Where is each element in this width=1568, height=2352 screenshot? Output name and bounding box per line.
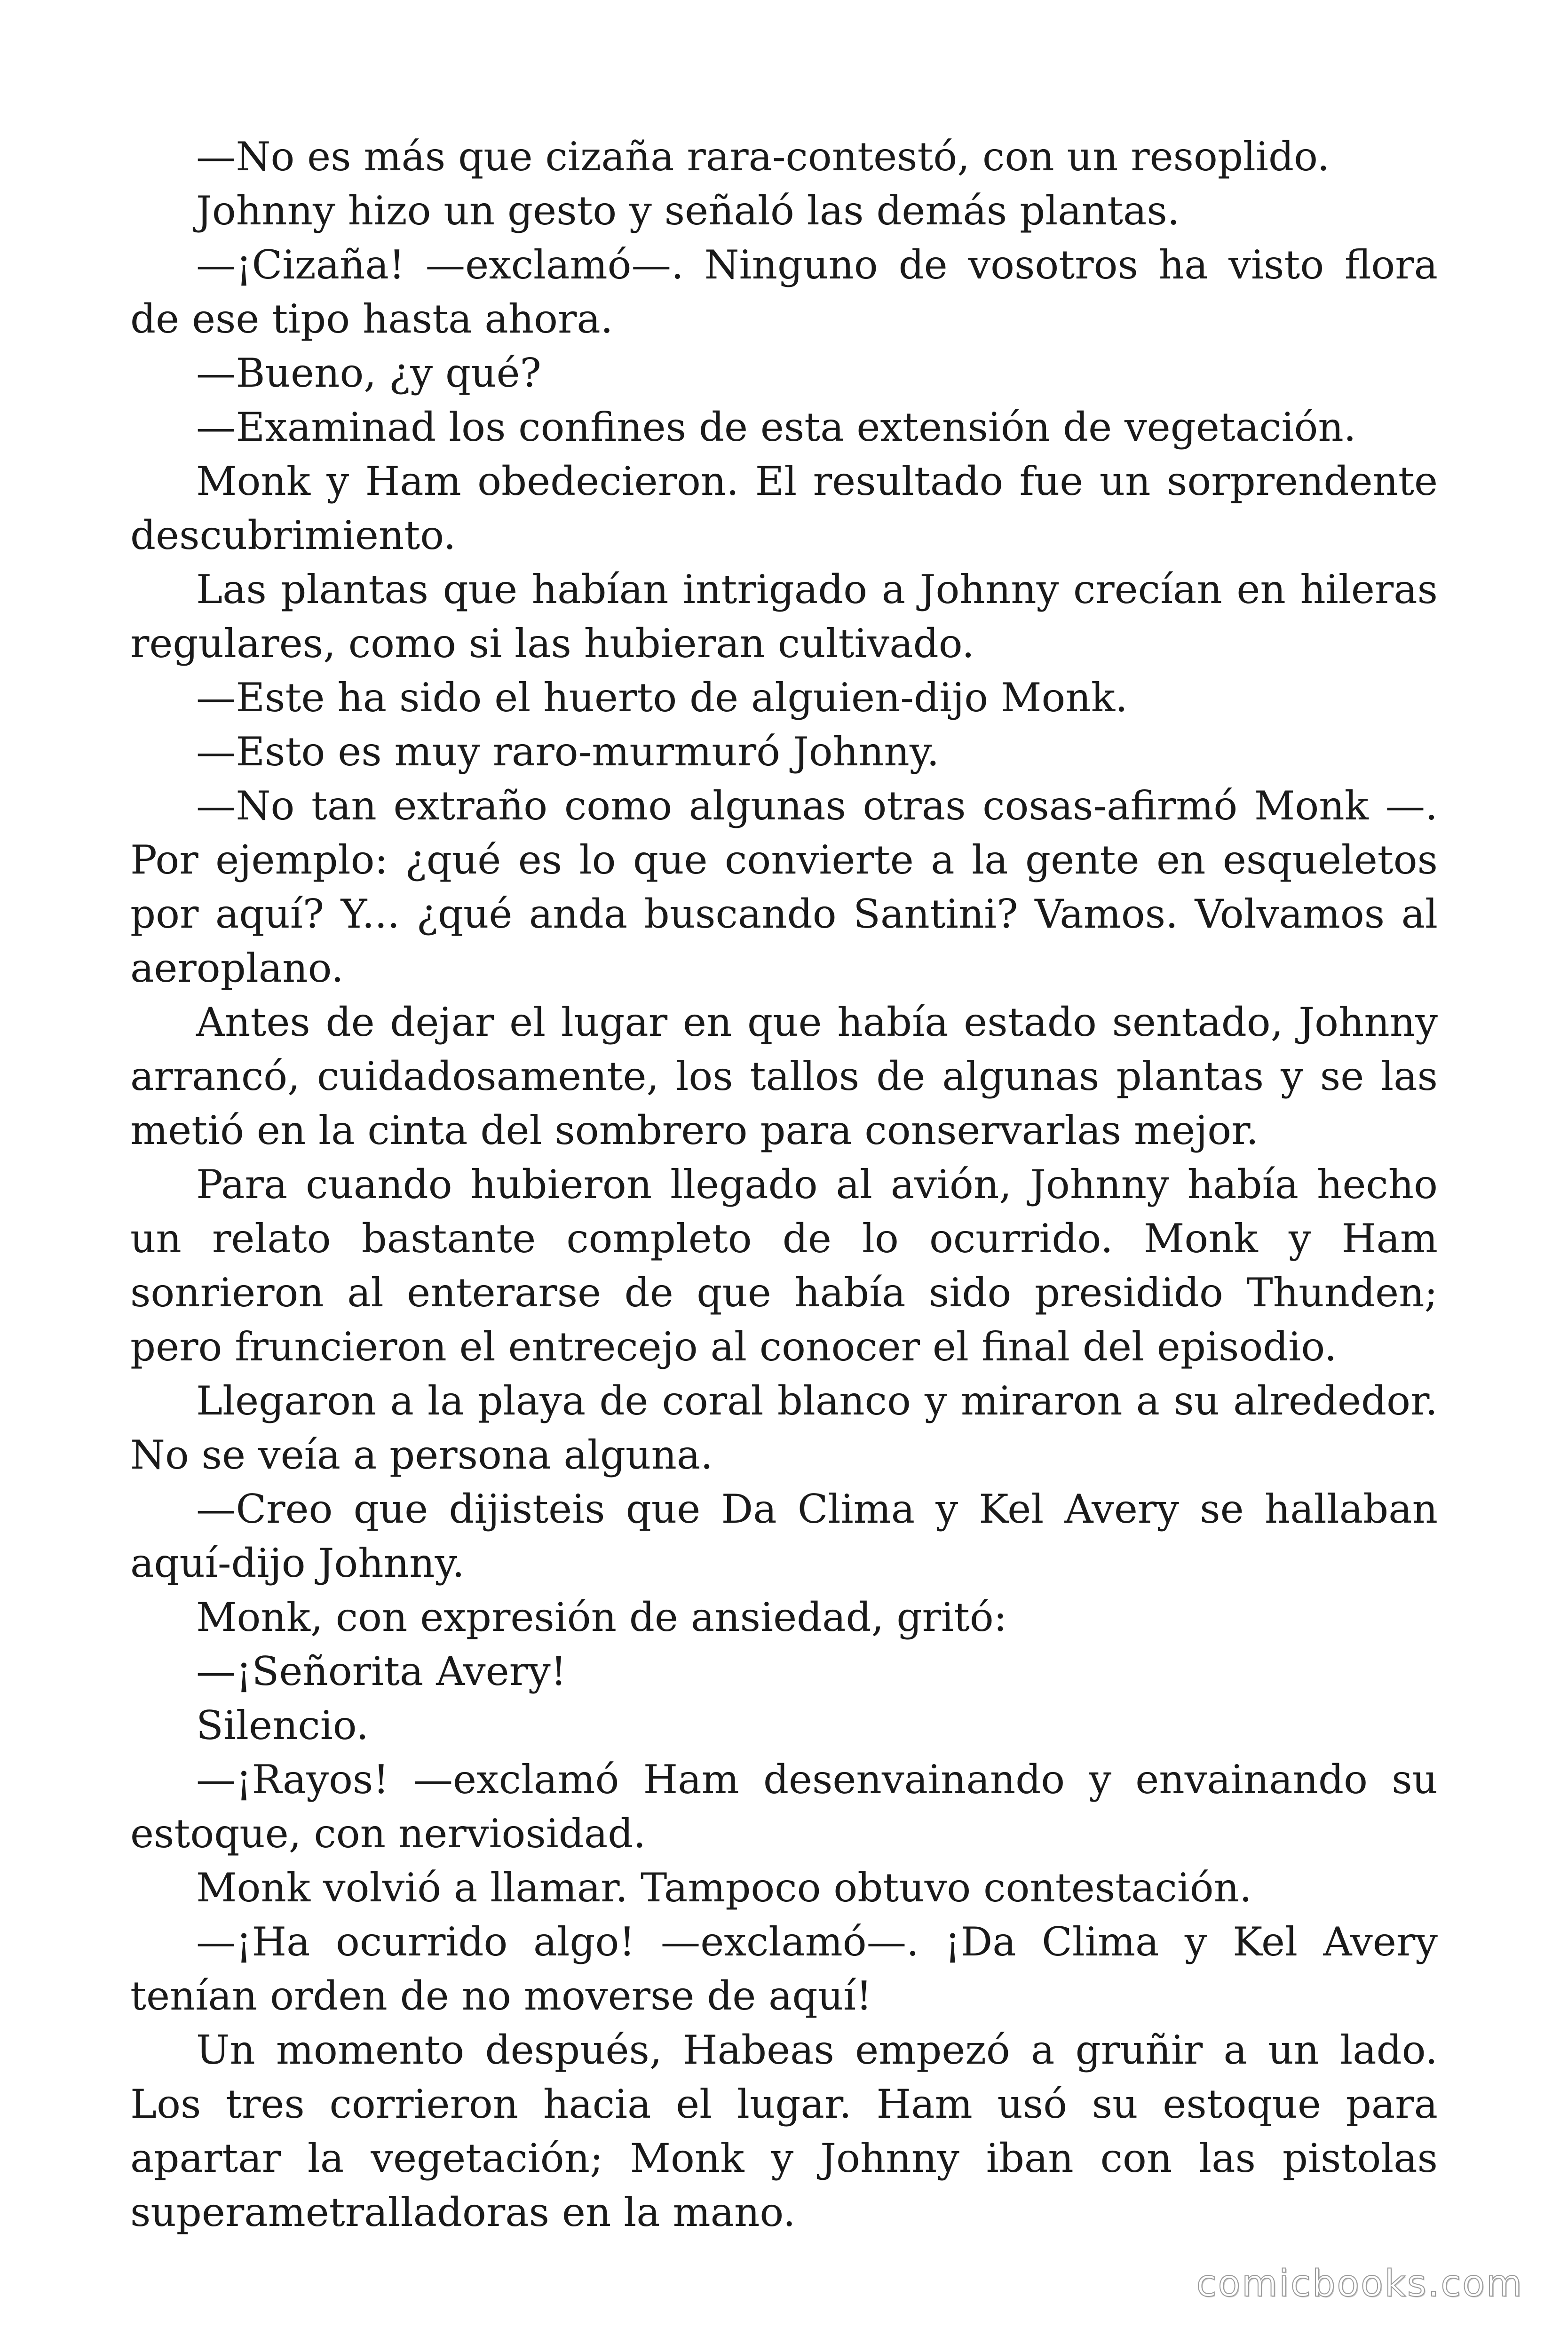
- paragraph-11: Antes de dejar el lugar en que había estado sentado, Johnny arrancó, cuidadosamente, los tallos de algunas plantas y se las metió en la cinta del sombrero para conservarlas mejor.: [130, 999, 1438, 1153]
- paragraph-2: Johnny hizo un gesto y señaló las demás plantas.: [196, 188, 1180, 234]
- body-text: [130, 130, 1438, 2240]
- paragraph-18: —¡Rayos! —exclamó Ham desenvainando y envainando su estoque, con nerviosidad.: [130, 1756, 1438, 1857]
- watermark: comicbooks.com: [1196, 2263, 1523, 2305]
- paragraph-9: —Esto es muy raro-murmuró Johnny.: [196, 729, 940, 775]
- paragraph-7: Las plantas que habían intrigado a Johnny crecían en hileras regulares, como si las hubieran cultivado.: [130, 566, 1438, 667]
- paragraph-16: —¡Señorita Avery!: [196, 1648, 567, 1694]
- paragraph-3: —¡Cizaña! —exclamó—. Ninguno de vosotros ha visto flora de ese tipo hasta ahora.: [130, 242, 1438, 342]
- paragraph-17: Silencio.: [196, 1702, 369, 1748]
- paragraph-13: Llegaron a la playa de coral blanco y miraron a su alrededor. No se veía a persona alguna.: [130, 1378, 1438, 1478]
- paragraph-4: —Bueno, ¿y qué?: [196, 350, 541, 396]
- paragraph-12: Para cuando hubieron llegado al avión, Johnny había hecho un relato bastante completo de lo ocurrido. Monk y Ham sonrieron al enterarse de que había sido presidido Thunden; pero fruncieron el entrecejo al conocer el final del episodio.: [130, 1161, 1438, 1370]
- paragraph-5: —Examinad los confines de esta extensión de vegetación.: [196, 404, 1356, 450]
- paragraph-14: —Creo que dijisteis que Da Clima y Kel Avery se hallaban aquí-dijo Johnny.: [130, 1486, 1438, 1586]
- paragraph-19: Monk volvió a llamar. Tampoco obtuvo contestación.: [196, 1865, 1252, 1911]
- paragraph-8: —Este ha sido el huerto de alguien-dijo Monk.: [196, 675, 1128, 721]
- paragraph-15: Monk, con expresión de ansiedad, gritó:: [196, 1594, 1007, 1640]
- paragraph-21: Un momento después, Habeas empezó a gruñir a un lado. Los tres corrieron hacia el lugar. Ham usó su estoque para apartar la vegetación; Monk y Johnny iban con las pistolas superametralladoras en la mano.: [130, 2027, 1438, 2235]
- paragraph-1: —No es más que cizaña rara-contestó, con un resoplido.: [196, 134, 1330, 180]
- paragraph-10: —No tan extraño como algunas otras cosas-afirmó Monk —. Por ejemplo: ¿qué es lo que convierte a la gente en esqueletos por aquí? Y... ¿qué anda buscando Santini? Vamos. Volvamos al aeroplano.: [130, 783, 1438, 991]
- paragraph-6: Monk y Ham obedecieron. El resultado fue un sorprendente descubrimiento.: [130, 458, 1438, 558]
- paragraph-20: —¡Ha ocurrido algo! —exclamó—. ¡Da Clima y Kel Avery tenían orden de no moverse de aquí!: [130, 1919, 1438, 2019]
